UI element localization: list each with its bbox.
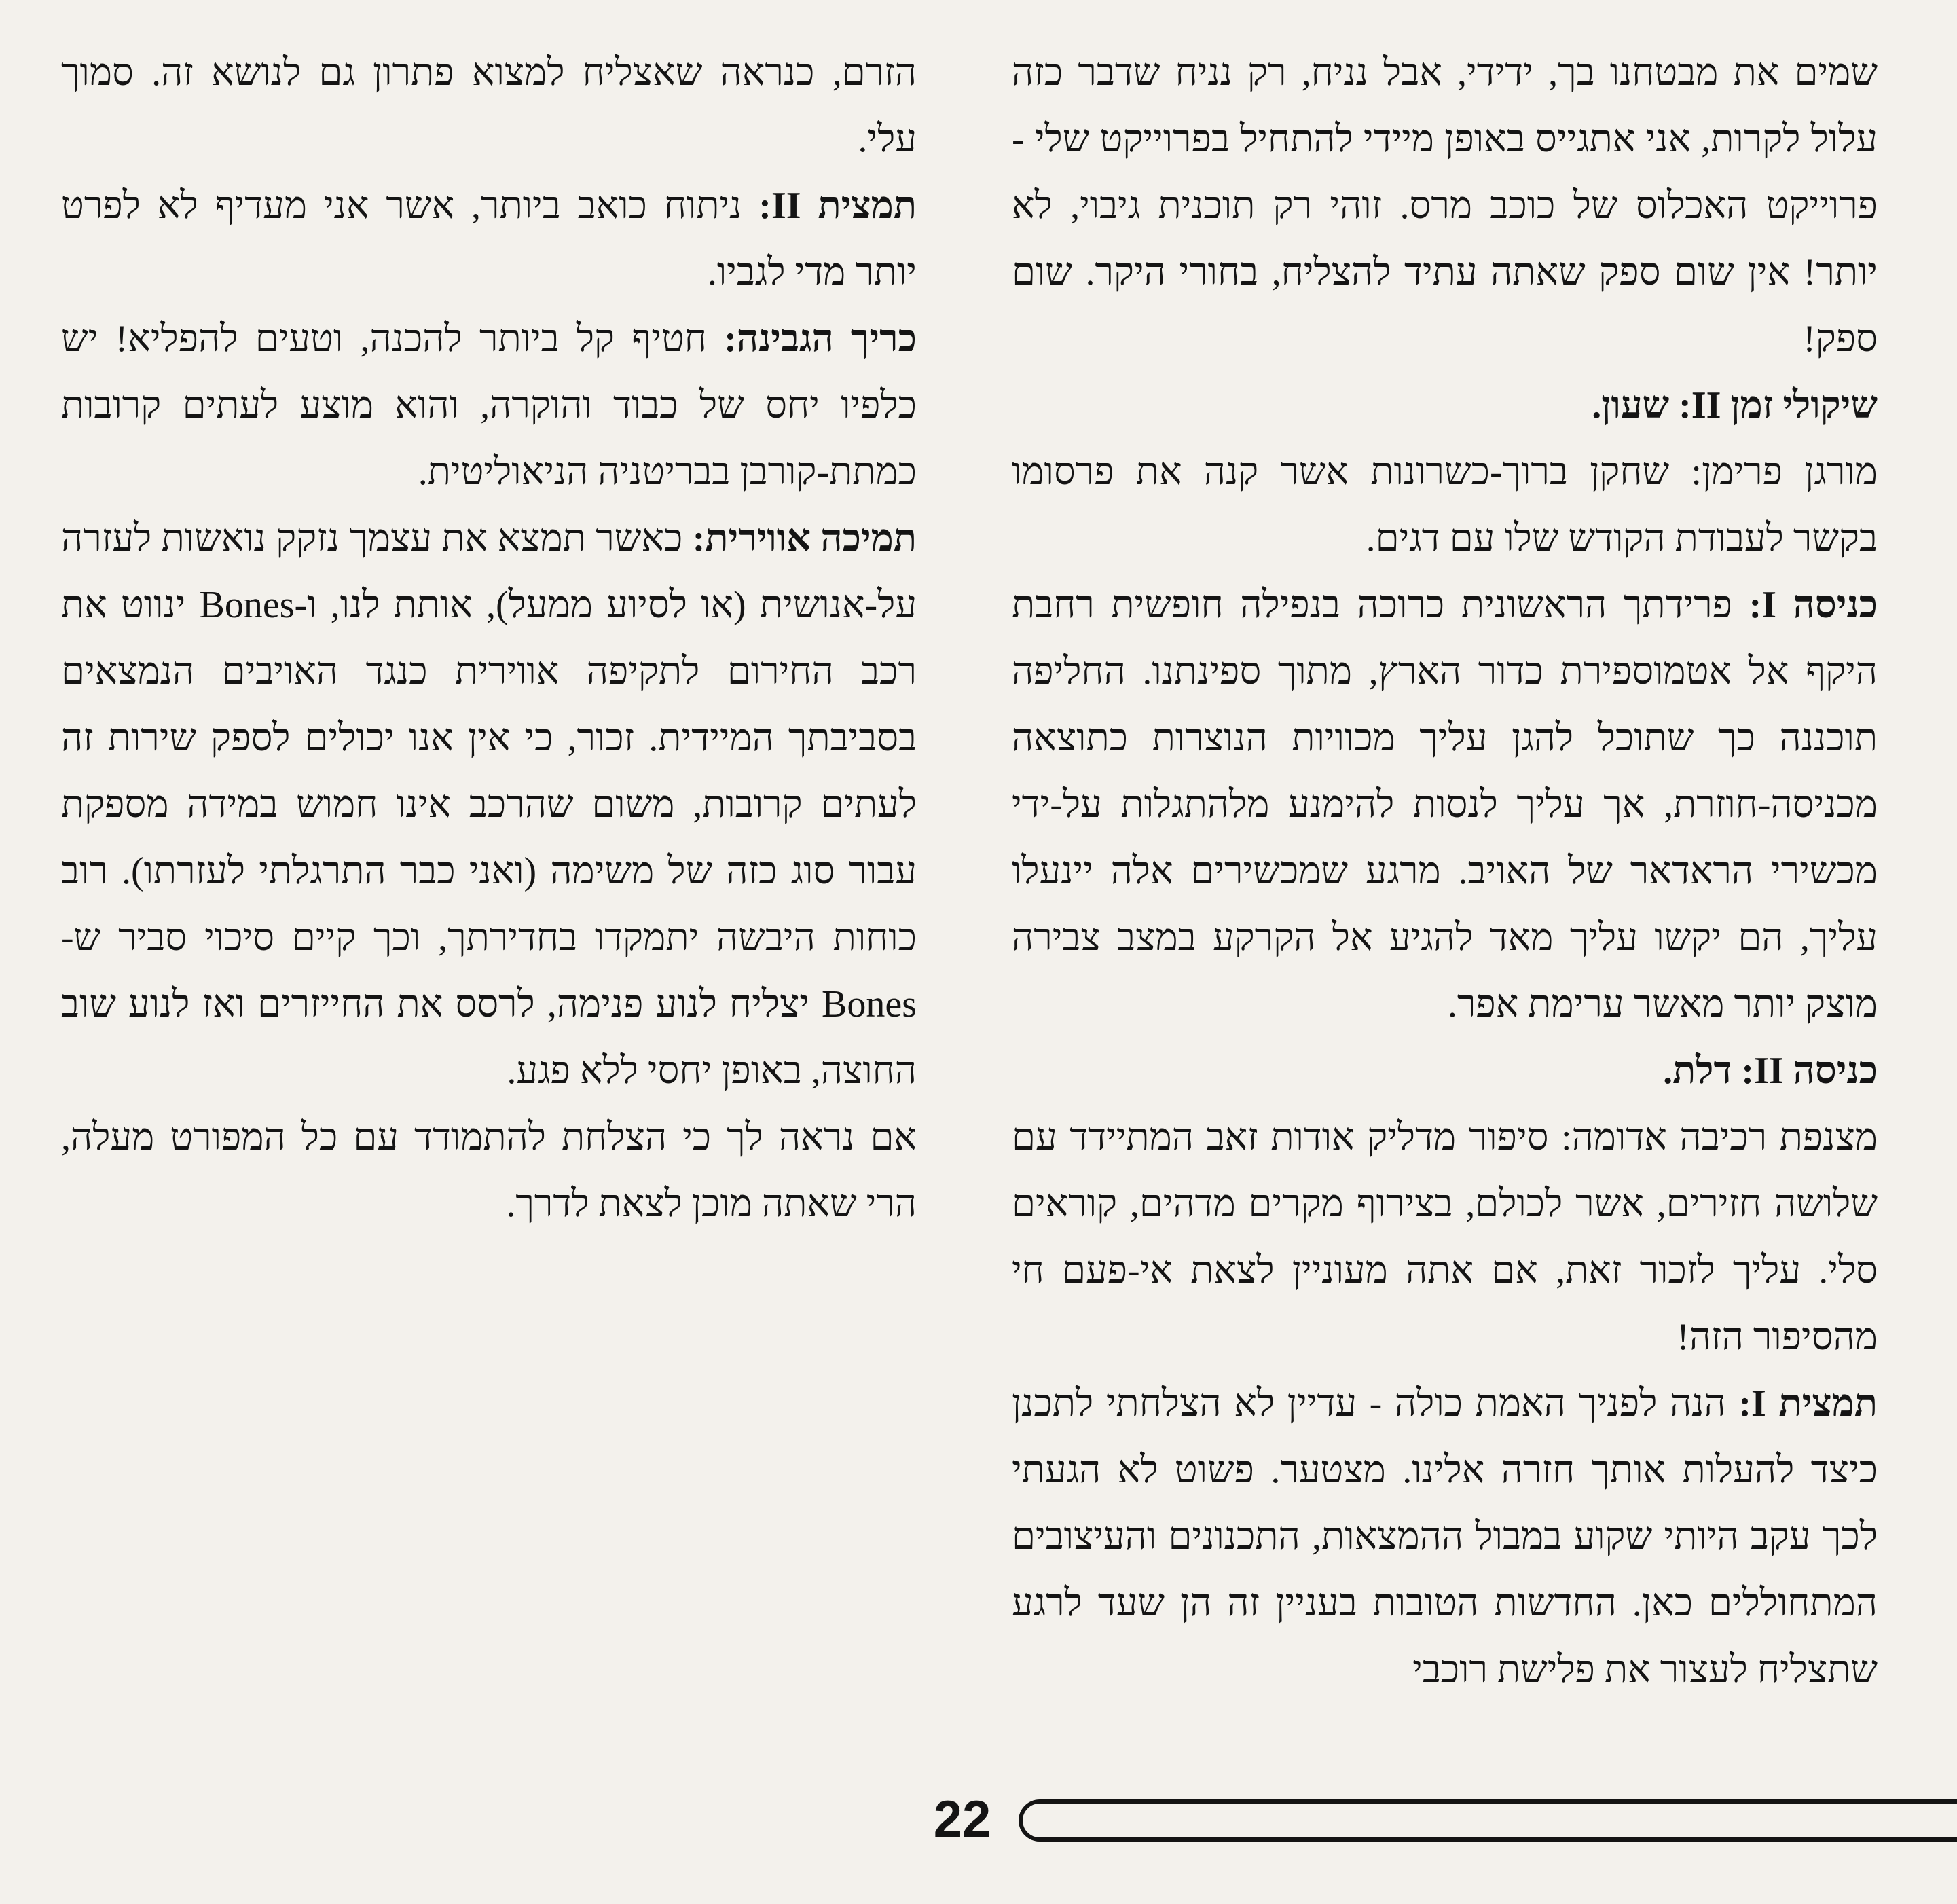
paragraph: מצנפת רכיבה אדומה: סיפור מדליק אודות זאב המתיידד עם שלושה חזירים, אשר לכולם, בצירוף מקרים מדהים, קוראים סלי. עליך לזכור זאת, אם אתה מעוניין לצאת אי-פעם חי מהסיפור הזה! (1012, 1116, 1878, 1358)
paragraph: תמצית II: ניתוח כואב ביותר, אשר אני מעדיף לא לפרט יותר מדי לגביו. (61, 185, 917, 293)
term-heading: תמצית I: (1738, 1383, 1878, 1425)
paragraph: כריך הגבינה: חטיף קל ביותר להכנה, וטעים להפליא! יש כלפיו יחס של כבוד והוקרה, והוא מוצע לעתים קרובות כמתת-קורבן בבריטניה הניאוליטית. (61, 318, 917, 493)
left-column (61, 39, 917, 1237)
right-column (1012, 39, 1878, 1703)
section-heading: כניסה II: דלת. (1663, 1050, 1878, 1092)
page-number: 22 (933, 1791, 991, 1848)
paragraph: תמיכה אווירית: כאשר תמצא את עצמך נזקק נואשות לעזרה על-אנושית (או לסיוע ממעל), אותת לנו, ו-Bones ינווט את רכב החירום לתקיפה אווירית כנגד האויבים הנמצאים בסביבתך המיידית. זכור, כי אין אנו יכולים לספק שירות זה לעתים קרובות, משום שהרכב אינו חמוש במידה מספקת עבור סוג כזה של משימה (ואני כבר התרגלתי לעזרתו). רוב כוחות היבשה יתמקדו בחדירתך, וכך קיים סיכוי סביר ש-Bones יצליח לנוע פנימה, לרסס את החייזרים ואז לנוע שוב החוצה, באופן יחסי ללא פגע. (61, 517, 917, 1092)
term-heading: תמצית II: (758, 185, 917, 227)
paragraph: הזרם, כנראה שאצליח למצוא פתרון גם לנושא זה. סמוך עלי. (61, 52, 917, 160)
paragraph: מורגן פרימן: שחקן ברוך-כשרונות אשר קנה את פרסומו בקשר לעבודת הקודש שלו עם דגים. (1012, 451, 1878, 560)
paragraph: כניסה I: פרידתך הראשונית כרוכה בנפילה חופשית רחבת היקף אל אטמוספירת כדור הארץ, מתוך ספינתנו. החליפה תוכננה כך שתוכל להגן עליך מכוויות הנוצרות כתוצאה מכניסה-חוזרת, אך עליך לנסות להימנע מלהתגלות על-ידי מכשירי הראדאר של האויב. מרגע שמכשירים אלה יינעלו עליך, הם יקשו עליך מאד להגיע אל הקרקע במצב צבירה מוצק יותר מאשר ערימת אפר. (1012, 584, 1878, 1025)
section-heading: שיקולי זמן II: שעון. (1592, 384, 1878, 426)
term-heading: כניסה I: (1749, 584, 1878, 626)
footer-decorative-bar (1019, 1799, 1957, 1842)
term-heading: כריך הגבינה: (724, 318, 917, 360)
paragraph: אם נראה לך כי הצלחת להתמודד עם כל המפורט מעלה, הרי שאתה מוכן לצאת לדרך. (61, 1116, 917, 1225)
paragraph: שמים את מבטחנו בך, ידידי, אבל נניח, רק נניח שדבר כזה עלול לקרות, אני אתגייס באופן מיידי להתחיל בפרוייקט שלי - פרוייקט האכלוס של כוכב מרס. זוהי רק תוכנית גיבוי, לא יותר! אין שום ספק שאתה עתיד להצליח, בחורי היקר. שום ספק! (1012, 52, 1878, 360)
term-heading: תמיכה אווירית: (692, 517, 917, 560)
paragraph: תמצית I: הנה לפניך האמת כולה - עדיין לא הצלחתי לתכנן כיצד להעלות אותך חזרה אלינו. מצטער. פשוט לא הגעתי לכך עקב היותי שקוע במבול ההמצאות, התכנונים והעיצובים המתחוללים כאן. החדשות הטובות בעניין זה הן שעד לרגע שתצליח לעצור את פלישת רוכבי (1012, 1383, 1878, 1691)
